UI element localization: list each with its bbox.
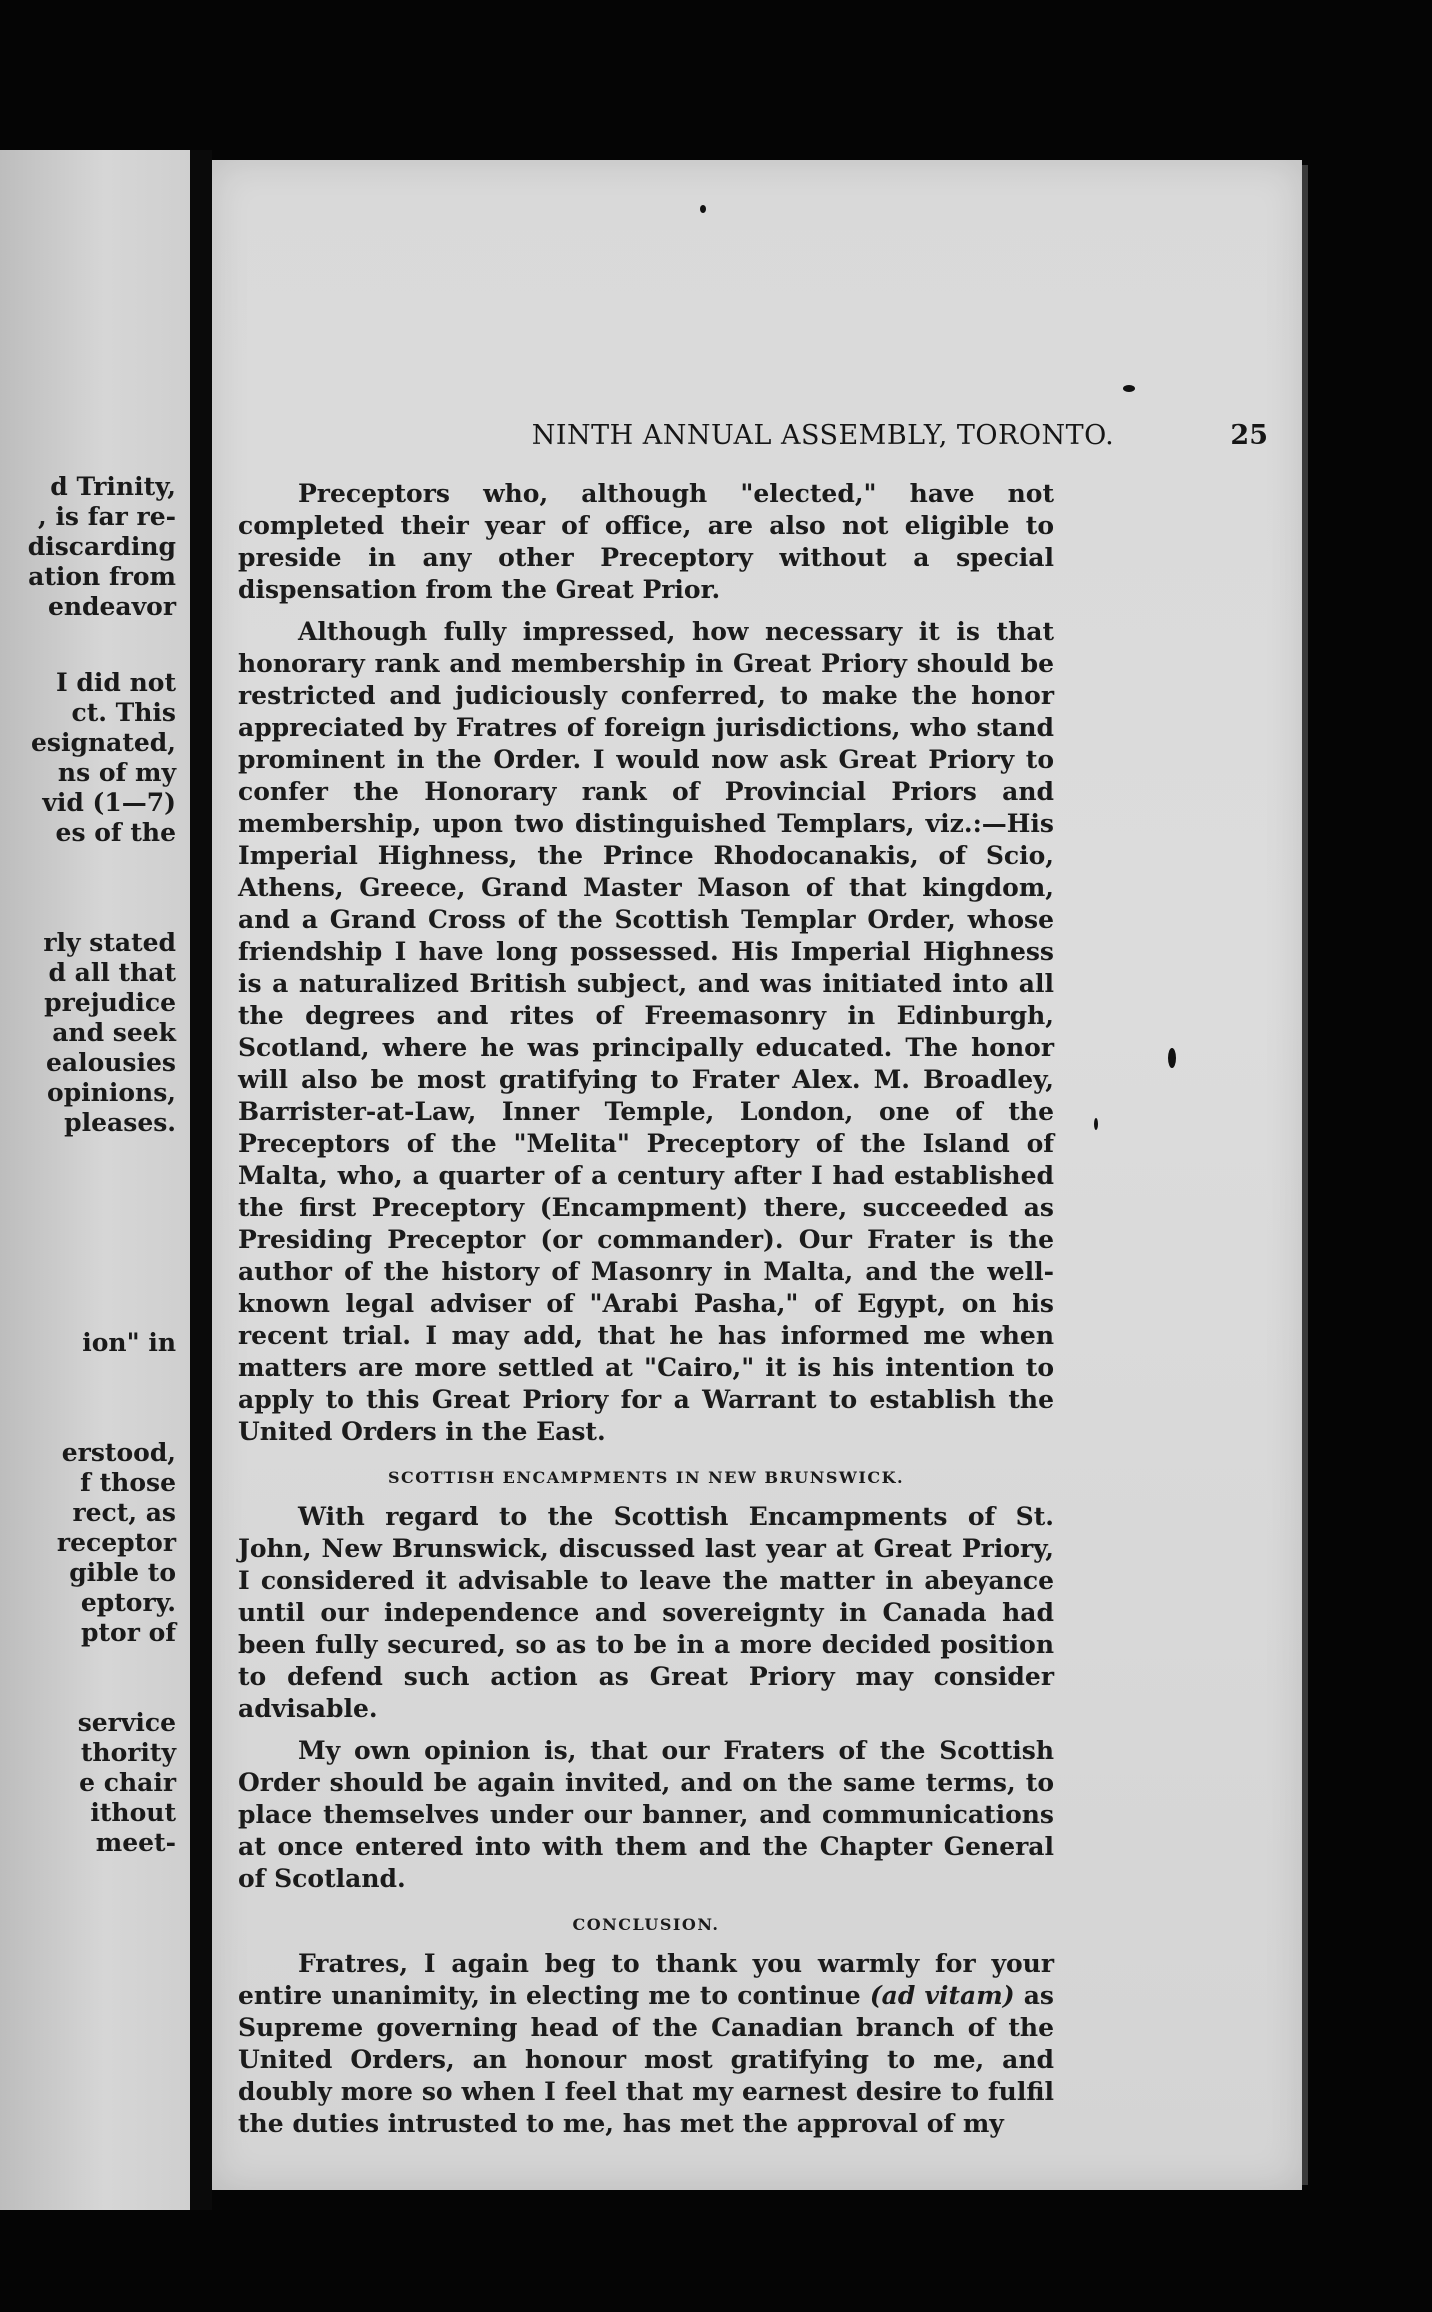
left-line: service — [77, 1708, 176, 1737]
left-line: receptor — [56, 1528, 176, 1557]
section-heading: SCOTTISH ENCAMPMENTS IN NEW BRUNSWICK. — [387, 1468, 905, 1487]
left-line: esignated, — [31, 728, 176, 757]
scan-speck — [700, 205, 706, 213]
left-line: eptory. — [80, 1588, 176, 1617]
paragraph: Although fully impressed, how necessary it is that honorary rank and membership in Great Priory should be restricted and judiciously conferred, to make the honor appreciated by Fratres of foreign jurisdictions, who stand prominent in the Order. I would now ask Great Priory to confer the Honorary rank of Provincial Priors and membership, upon two distinguished Templars, viz.:—His Imperial Highness, the Prince Rhodocanakis, of Scio, Athens, Greece, Grand Master Mason of that kingdom, and a Grand Cross of the Scottish Templar Order, whose friendship I have long possessed. His Imperial Highness is a naturalized British subject, and was initiated into all the degrees and rites of Freemasonry in Edinburgh, Scotland, where he was principally educated. The honor will also be most gratifying to Frater Alex. M. Broadley, Barrister-at-Law, Inner Temple, London, one of the Preceptors of the "Melita" Preceptory of the Island of Malta, who, a quarter of a century after I had established the first Preceptory (Encampment) there, succeeded as Presiding Preceptor (or commander). Our Frater is the author of the history of Masonry in Malta, and the well-known legal adviser of "Arabi Pasha," of Egypt, on his recent trial. I may add, that he has informed me when matters are more settled at "Cairo," it is his intention to apply to this Great Priory for a Warrant to establish the United Orders in the East. — [238, 617, 1054, 1446]
left-line: prejudice — [44, 988, 176, 1017]
left-line: e chair — [79, 1768, 176, 1797]
left-line: es of the — [55, 818, 176, 847]
left-line: thority — [80, 1738, 176, 1767]
scan-speck — [1168, 1048, 1176, 1068]
scan-speck — [1094, 1118, 1098, 1130]
previous-page-fragment — [0, 150, 190, 2210]
left-line: d Trinity, — [50, 472, 176, 501]
left-line: opinions, — [47, 1078, 176, 1107]
left-line: ation from — [28, 562, 176, 591]
paragraph — [238, 1948, 1054, 2140]
running-head: NINTH ANNUAL ASSEMBLY, TORONTO. — [531, 420, 1115, 451]
paragraph-text: as Supreme governing head of the Canadian branch of the United Orders, an honour most gratifying to me, and doubly more so when I feel that my earnest desire to fulfil the duties intrusted to me, has met the approval of my — [238, 1981, 1054, 2138]
left-line: and seek — [52, 1018, 176, 1047]
left-line: ithout — [90, 1798, 176, 1827]
left-line: endeavor — [47, 592, 176, 621]
left-line: pleases. — [64, 1108, 176, 1137]
left-line: erstood, — [61, 1438, 176, 1467]
section-heading: CONCLUSION. — [572, 1915, 720, 1934]
left-line: rect, as — [72, 1498, 176, 1527]
page-header — [378, 420, 1268, 460]
left-line: ns of my — [57, 758, 176, 787]
left-line: ptor of — [80, 1618, 176, 1647]
latin-phrase: (ad vitam) — [869, 1981, 1015, 2010]
left-line: ion" in — [82, 1328, 176, 1357]
main-text-column — [238, 478, 1054, 2150]
page-number: 25 — [1230, 420, 1268, 451]
left-line: , is far re- — [38, 502, 176, 531]
left-line: d all that — [48, 958, 176, 987]
left-line: vid (1—7) — [42, 788, 176, 817]
scan-speck — [1123, 385, 1135, 392]
page-edge-shadow — [1302, 165, 1308, 2185]
left-line: I did not — [56, 668, 176, 697]
left-line: discarding — [27, 532, 176, 561]
left-line: rly stated — [43, 928, 176, 957]
left-line: ct. This — [71, 698, 176, 727]
left-line: meet- — [95, 1828, 176, 1857]
paragraph: With regard to the Scottish Encampments of St. John, New Brunswick, discussed last year at Great Priory, I considered it advisable to leave the matter in abeyance until our independence and sovereignty in Canada had been fully secured, so as to be in a more decided position to defend such action as Great Priory may consider advisable. — [238, 1502, 1054, 1723]
paragraph-text: Fratres, I again beg to thank you warmly for your entire unanimity, in electing me to continue — [238, 1949, 1054, 2010]
paragraph: Preceptors who, although "elected," have not completed their year of office, are also not eligible to preside in any other Preceptory without a special dispensation from the Great Prior. — [238, 479, 1054, 604]
book-gutter — [190, 150, 212, 2210]
left-line: gible to — [69, 1558, 176, 1587]
left-line: f those — [80, 1468, 176, 1497]
paragraph: My own opinion is, that our Fraters of the Scottish Order should be again invited, and on the same terms, to place themselves under our banner, and communications at once entered into with them and the Chapter General of Scotland. — [238, 1736, 1054, 1893]
left-line: ealousies — [45, 1048, 176, 1077]
